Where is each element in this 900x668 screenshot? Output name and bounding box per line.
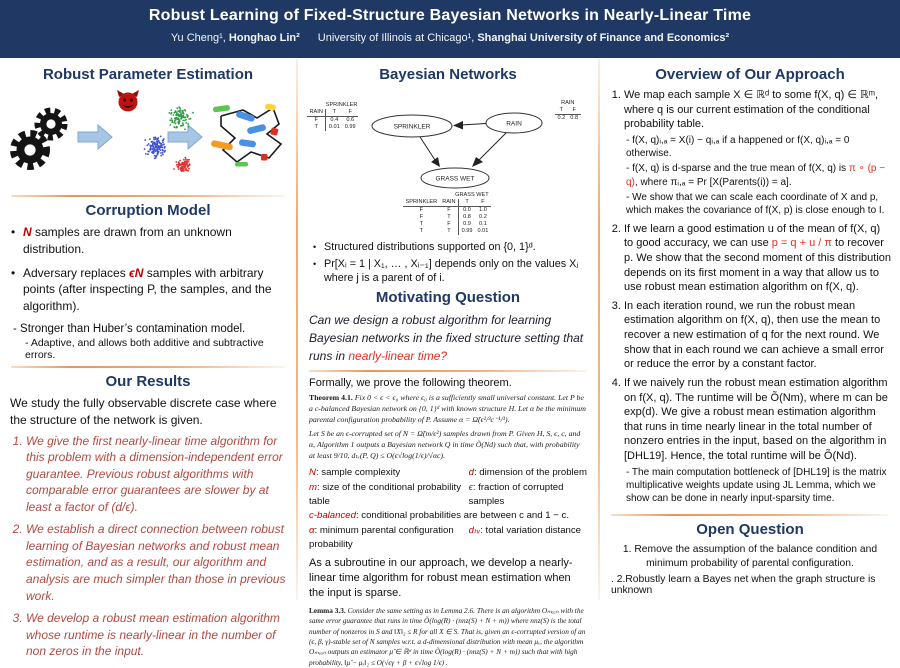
def-dtv: dₜᵥ: total variation distance (468, 524, 581, 536)
def-c-balanced: c-balanced: conditional probabilities are between c and 1 − c. (309, 510, 570, 522)
bn-bullet-1: • Structured distributions supported on {0, 1}ᵈ. (313, 240, 589, 255)
author-2: Honghao Lin² (228, 32, 300, 44)
bn-bullet-2: • Pr[Xᵢ = 1 | X₁, … , Xᵢ₋₁] depends only on the values Xⱼ where j is a parent of of i. (313, 257, 589, 286)
rain-cpt: RAIN T F 0.2 0.8 (555, 100, 581, 122)
poster-title: Robust Learning of Fixed-Structure Bayesian Networks in Nearly-Linear Time (148, 7, 752, 24)
section-title-motivating-question: Motivating Question (375, 288, 521, 306)
def-N: N: sample complexity (309, 467, 401, 479)
results-intro: We study the fully observable discrete case where the structure of the network is given. (10, 395, 277, 427)
node-sprinkler: SPRINKLER (393, 123, 431, 131)
affiliation-2: Shanghai University of Finance and Economics² (477, 32, 730, 44)
section-title-open-question: Open Question (696, 520, 804, 538)
def-alpha: α: minimum parental configuration probability (309, 524, 454, 551)
section-title-corruption-model: Corruption Model (85, 202, 211, 219)
overview-item-1-sub-3: - We show that we can scale each coordinate of X and p, which makes the covariance of f(X, p) is close enough to I. (626, 192, 885, 217)
right-column (600, 58, 900, 600)
header (0, 0, 900, 58)
arrow-right-icon (76, 122, 114, 157)
network-structure-icon (209, 100, 287, 179)
grass-wet-cpt: GRASS WET SPRINKLER RAIN T F F F 0.0 1.0 F T 0.8 0.2 T F 0.9 0.1 T T 0.99 0.01 (403, 192, 491, 235)
pipeline-graphic (9, 88, 287, 190)
divider (309, 370, 587, 372)
corruption-bullet-2: • Adversary replaces ϵN samples with arbitrary points (after inspecting P, the samples, and the algorithm). (9, 265, 287, 315)
formally-text: Formally, we prove the following theorem. (309, 376, 512, 389)
def-m: m: size of the conditional probability table (309, 481, 461, 507)
result-item-3: 3. We develop a robust mean estimation algorithm whose runtime is nearly-linear in the number of non zeros in the input. (26, 610, 287, 660)
section-title-robust-parameter-estimation: Robust Parameter Estimation (42, 66, 254, 83)
author-1: Yu Cheng¹, (170, 32, 229, 44)
bayes-net-bullets (313, 240, 589, 286)
bayes-net-diagram (307, 88, 589, 238)
section-title-our-results: Our Results (105, 372, 191, 390)
node-grass-wet: GRASS WET (435, 175, 475, 183)
node-rain: RAIN (506, 120, 522, 128)
divider (611, 514, 889, 516)
overview-item-1-sub-2: - f(X, q) is d-sparse and the true mean of f(X, q) is π ∘ (p − q), where πᵢ,ₐ = Pr [X(Parents(i)) = a]. (626, 163, 886, 188)
motivating-question: Can we design a robust algorithm for learning Bayesian networks in the fixed structure setting that runs in nearly-linear time? (309, 312, 584, 363)
section-title-bayesian-networks: Bayesian Networks (379, 66, 517, 83)
overview-item-4-sub: - The main computation bottleneck of [DHL19] is the matrix multiplicative weights update using JL Lemma, which we show can be done in nearly input-sparsity time. (626, 466, 887, 505)
divider (11, 366, 285, 368)
corruption-note-2: - Adaptive, and allows both additive and subtractive errors. (25, 336, 264, 361)
overview-item-4: 4. If we naively run the robust mean estimation algorithm on f(X, q). The runtime will be Õ(Nm), where m can be exp(d). We give a robust mean estimation algorithm that runs in time nearly linear in the total number of nonzero entries in the input, based on the algorithm in [DHL19]. Hence, the total runtime will be Õ(Nd). - The main computation bottleneck of [DHL19] is the matrix multiplicative weights update using JL Lemma, which we show can be done in nearly input-sparsity time. (624, 376, 891, 506)
notation-definitions (309, 466, 589, 552)
overview-item-1: 1. We map each sample X ∈ ℝᵈ to some f(X, q) ∈ ℝᵐ, where q is our current estimation of the conditional probability table. - f(X, q)ᵢ,ₐ = X(i) − qᵢ,ₐ if a happened or f(X, q)ᵢ,ₐ = 0 otherwise. - f(X, q) is d-sparse and the true mean of f(X, q) is π ∘ (p − q), where πᵢ,ₐ = Pr [X(Parents(i)) = a]. - We show that we can scale each coordinate of X and p, which makes the covariance of f(X, p) is close enough to I. (624, 88, 891, 218)
corruption-bullet-1: • N samples are drawn from an unknown distribution. (9, 224, 287, 258)
devil-icon (115, 89, 141, 118)
divider (11, 195, 285, 197)
gears-icon (9, 98, 71, 181)
section-title-overview: Overview of Our Approach (655, 66, 845, 83)
corruption-note-1: - Stronger than Huber’s contamination model. (13, 322, 246, 335)
def-eps: ϵ: fraction of corrupted samples (468, 481, 564, 507)
theorem-4-1-p2: Let S be an ϵ-corrupted set of N = Ω̃(m/ϵ²) samples drawn from P. Given H, S, ϵ, c, and α, Algorithm 1 outputs a Bayesian network Q in time Õ(Nd) such that, with probability at least 9/10, dₜᵥ(P, Q) ≤ O(ϵ√log(1/ϵ)/√αc). (309, 429, 581, 461)
affiliation-1: University of Illinois at Chicago¹, (317, 32, 478, 44)
left-column (0, 58, 296, 659)
open-question-2: . 2.Robustly learn a Bayes net when the graph structure is unknown (611, 574, 876, 597)
theorem-4-1: Theorem 4.1. Fix 0 < ϵ < ϵ₀ where ϵ₀ is a sufficiently small universal constant. Let P be a c-balanced Bayesian network on {0, 1}ᵈ with known structure H. Let α be the minimum parental configuration probability of P. Assume α = Ω̃(ϵ²/³c⁻¹/³). (309, 392, 586, 424)
corruption-bullets (9, 224, 287, 315)
overview-item-2: 2. If we learn a good estimation u of the mean of f(X, q) to good accuracy, we can use p = q + u / π to recover p. We show that the second moment of this distribution depends on its first moment in a way that allow us to use robust mean estimation algorithm on f(X, q). (624, 222, 891, 295)
sprinkler-cpt: SPRINKLER RAIN T F F 0.4 0.6 T 0.01 0.99 (307, 102, 358, 131)
results-list (26, 433, 287, 660)
subroutine-text: As a subroutine in our approach, we develop a nearly-linear time algorithm for robust mean estimation when the input is sparse. (309, 557, 573, 600)
corrupted-samples-graphic (119, 91, 161, 187)
def-d: d: dimension of the problem (468, 467, 587, 479)
result-item-2: 2. We establish a direct connection between robust learning of Bayesian networks and robust mean estimation, and as a result, our algorithm and analysis are much simpler than those in previous work. (26, 521, 287, 604)
authors-line (0, 32, 900, 44)
overview-item-1-sub-1: - f(X, q)ᵢ,ₐ = X(i) − qᵢ,ₐ if a happened or f(X, q)ᵢ,ₐ = 0 otherwise. (626, 134, 850, 160)
open-question-1: 1. Remove the assumption of the balance condition and minimum probability of parental configuration. (622, 543, 878, 570)
lemma-3-3: Lemma 3.3. Consider the same setting as in Lemma 2.6. There is an algorithm Oₘₑₐₙ with the same error guarantee that runs in time Õ(log(R) · (nnz(S) + N + m)) where nnz(S) is the total number of nonzeros in S and ‖X‖₂ ≤ R for all X ∈ S. That is, given an ϵ-corrupted version of an (ϵ, β, γ)-stable set of N samples w.r.t. a d-dimensional distribution with mean μₓ, the algorithm Oₘₑₐₙ outputs an estimator μ̂ ∈ ℝᵈ in time Õ(log(R) · (nnz(S) + N + m)) such that with high probability, ‖μ̂ − μₓ‖₂ ≤ O(√ϵγ + β + ϵ√log 1/ϵ) . (309, 606, 586, 667)
overview-list (624, 88, 891, 506)
middle-column (298, 58, 598, 667)
overview-item-3: 3. In each iteration round, we run the robust mean estimation algorithm on f(X, q), then use the mean to recover a new estimation of q for the next round. We show that in each round we can achieve a small error or reduce the error by a constant factor. (624, 299, 891, 372)
result-item-1: 1. We give the first nearly-linear time algorithm for this problem with a dimension-independent error guarantee. Previous robust algorithms with comparable error guarantees are slower by at least a factor of (d/ϵ). (26, 433, 287, 516)
